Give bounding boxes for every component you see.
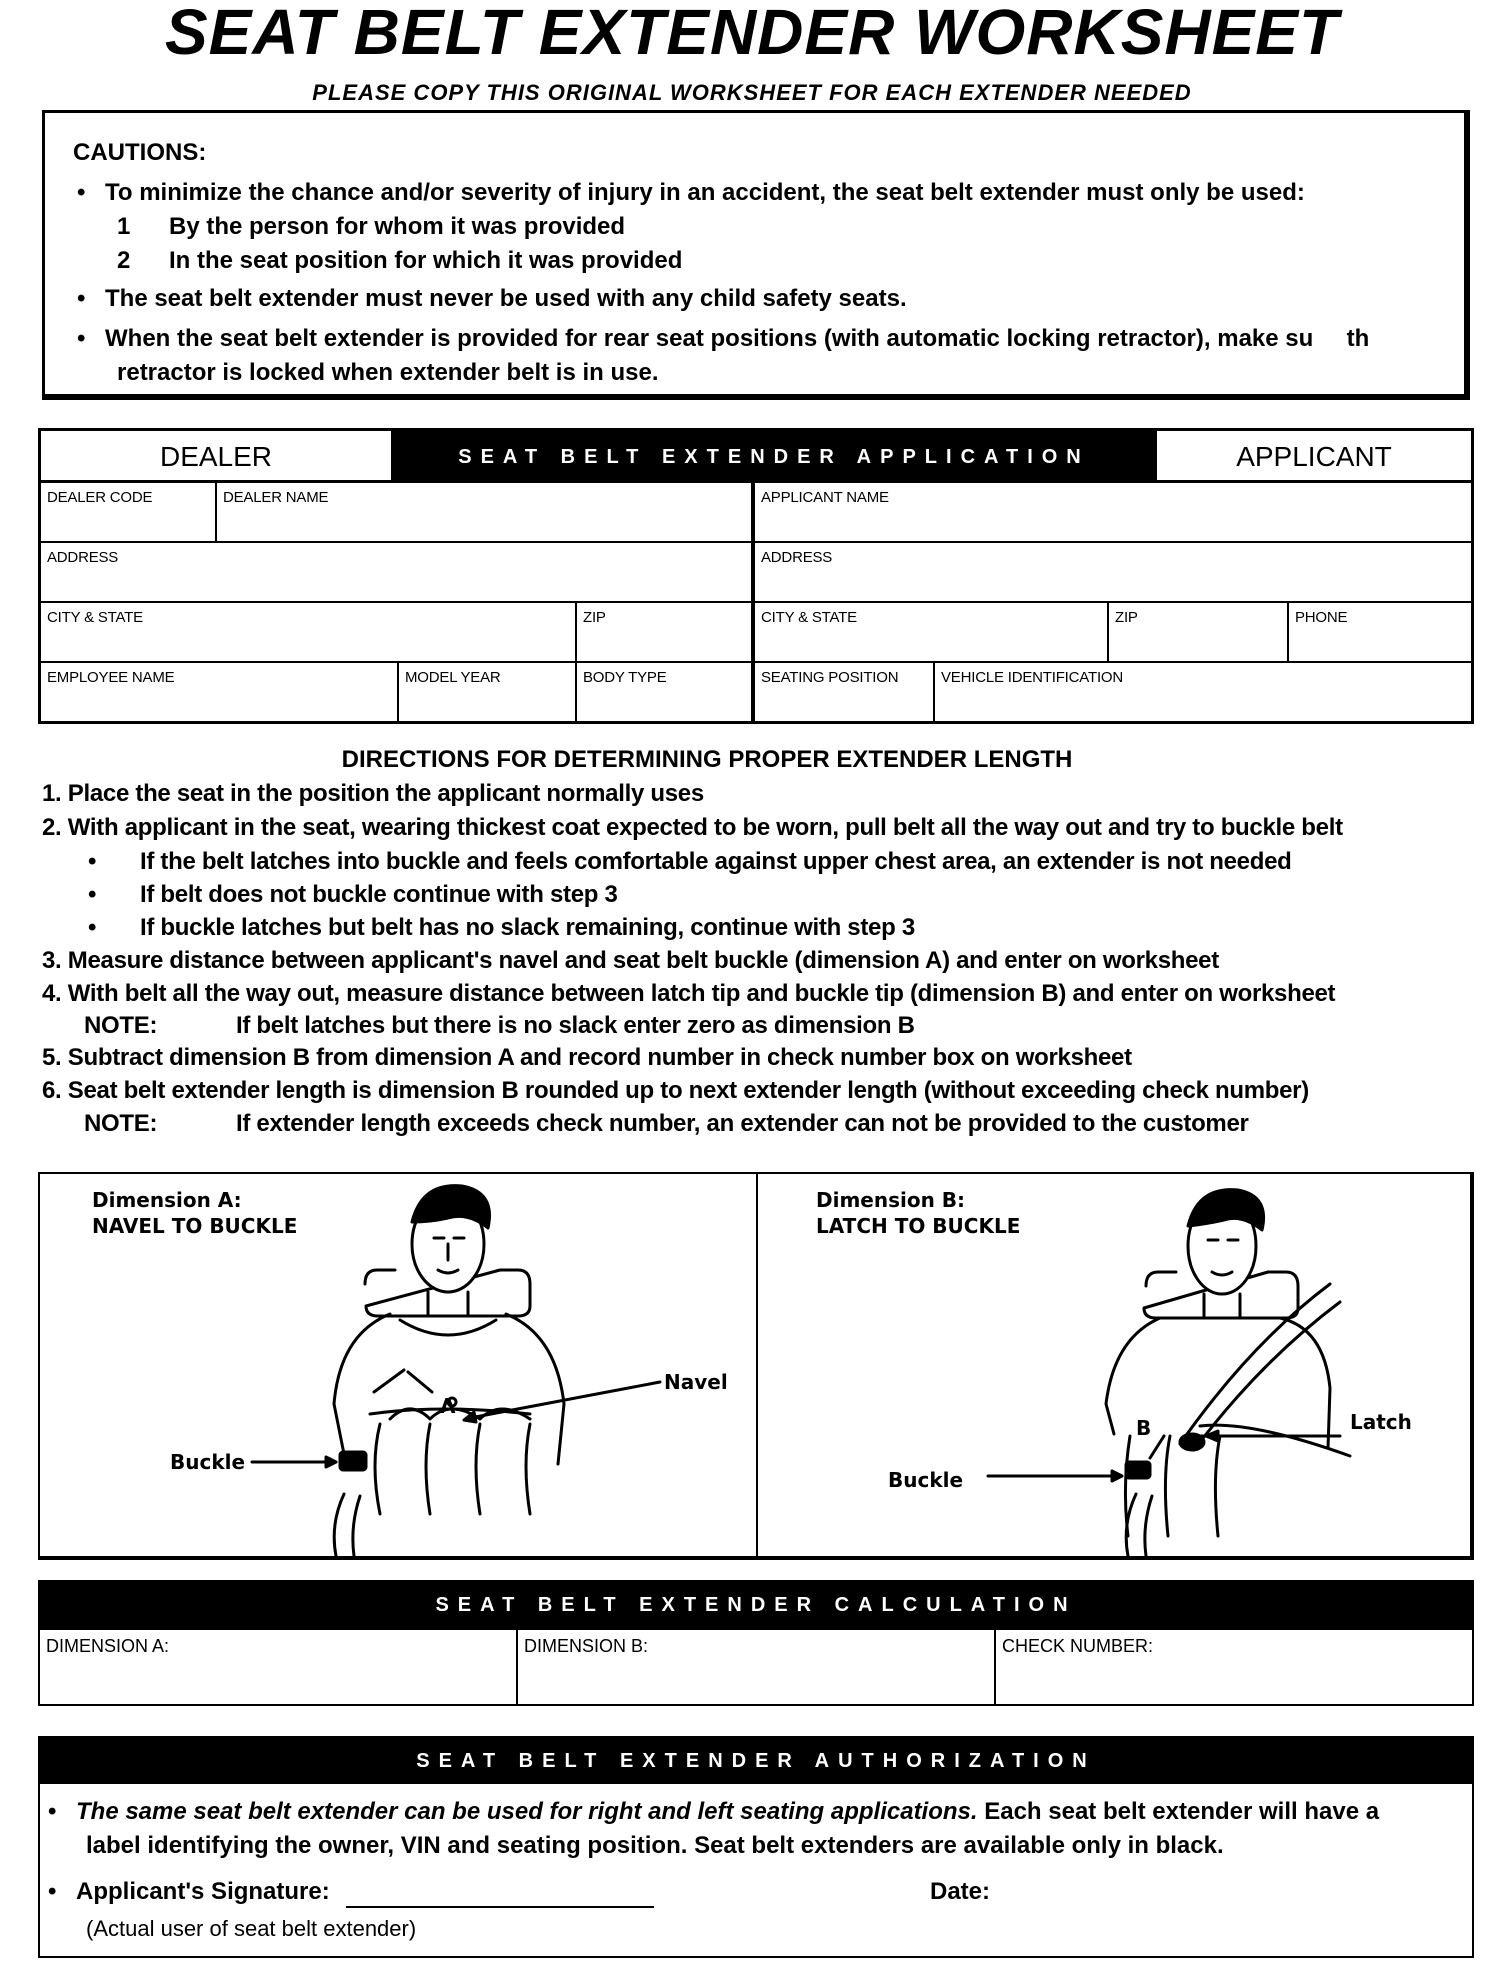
auth-line-1-italic: The same seat belt extender can be used for right and left seating applications. [76, 1798, 978, 1825]
model-year-field[interactable] [399, 663, 577, 721]
calculation-section [38, 1580, 1474, 1706]
applicant-address-label: ADDRESS [761, 549, 833, 566]
signature-note: (Actual user of seat belt extender) [86, 1916, 417, 1941]
applicant-zip-field[interactable] [1109, 603, 1289, 663]
caution-line-3: • When the seat belt extender is provided for rear seat positions (with automatic locking retractor), make su th [105, 325, 1369, 353]
vin-field[interactable] [935, 663, 1471, 721]
caution-item-2: In the seat position for which it was provided [169, 247, 683, 274]
fig-b-latch-label: Latch [1350, 1410, 1412, 1434]
direction-step-2: 2. With applicant in the seat, wearing thickest coat expected to be worn, pull belt all the way out and try to buckle belt [42, 814, 1343, 841]
dealer-name-label: DEALER NAME [223, 489, 329, 506]
direction-note-2-label: NOTE: [84, 1110, 158, 1137]
signature-line[interactable] [346, 1906, 654, 1908]
dimension-a-field[interactable] [40, 1628, 518, 1704]
direction-bullet-2: • If belt does not buckle continue with step 3 [140, 881, 618, 909]
auth-bullet-2-icon: • [48, 1878, 57, 1905]
caution-num-1: 1 [117, 213, 131, 240]
application-form [38, 428, 1474, 724]
directions-title: DIRECTIONS FOR DETERMINING PROPER EXTENDER LENGTH [341, 746, 1073, 773]
calculation-header: SEAT BELT EXTENDER CALCULATION [40, 1582, 1472, 1628]
person-b-illustration [988, 1190, 1350, 1556]
direction-step-1: 1. Place the seat in the position the applicant normally uses [42, 780, 704, 807]
applicant-zip-label: ZIP [1115, 609, 1138, 626]
applicant-label: APPLICANT [1155, 431, 1471, 483]
direction-note-1-label: NOTE: [84, 1012, 158, 1039]
caution-line-2: • The seat belt extender must never be used with any child safety seats. [105, 285, 907, 313]
dealer-zip-label: ZIP [583, 609, 606, 626]
fig-a-letter: A [440, 1394, 456, 1418]
auth-line-1-rest: Each seat belt extender will have a [977, 1798, 1380, 1825]
page-title: SEAT BELT EXTENDER WORKSHEET [164, 0, 1340, 68]
dealer-city-state-field[interactable] [41, 603, 577, 663]
direction-note-2: If extender length exceeds check number, an extender can not be provided to the customer [236, 1110, 1249, 1137]
dealer-code-label: DEALER CODE [47, 489, 153, 506]
figure-illustrations [40, 1174, 1472, 1558]
direction-step-4: 4. With belt all the way out, measure distance between latch tip and buckle tip (dimension B) and enter on worksheet [42, 980, 1336, 1007]
fig-a-navel-label: Navel [664, 1370, 728, 1394]
employee-name-field[interactable] [41, 663, 399, 721]
auth-line-2: label identifying the owner, VIN and seating position. Seat belt extenders are available only in black. [86, 1832, 1224, 1859]
dimension-figures [38, 1172, 1474, 1560]
caution-num-2: 2 [117, 247, 131, 274]
dealer-name-field[interactable] [217, 483, 755, 543]
dealer-address-label: ADDRESS [47, 549, 119, 566]
application-header: SEAT BELT EXTENDER APPLICATION [393, 431, 1155, 483]
direction-step-3: 3. Measure distance between applicant's navel and seat belt buckle (dimension A) and enter on worksheet [42, 947, 1219, 974]
applicant-address-field[interactable] [755, 543, 1471, 603]
page-subtitle: PLEASE COPY THIS ORIGINAL WORKSHEET FOR EACH EXTENDER NEEDED [312, 80, 1192, 105]
applicant-city-state-field[interactable] [755, 603, 1109, 663]
fig-b-buckle-label: Buckle [888, 1468, 964, 1492]
authorization-section [38, 1736, 1474, 1958]
body-type-label: BODY TYPE [583, 669, 667, 686]
dimension-b-label: DIMENSION B: [524, 1636, 649, 1656]
dealer-city-state-label: CITY & STATE [47, 609, 143, 626]
cautions-heading: CAUTIONS: [73, 139, 207, 166]
caution-item-1: By the person for whom it was provided [169, 213, 626, 240]
fig-b-letter: B [1136, 1416, 1152, 1440]
cautions-box [42, 110, 1470, 400]
check-number-field[interactable] [996, 1628, 1472, 1704]
applicant-phone-field[interactable] [1289, 603, 1471, 663]
dealer-zip-field[interactable] [577, 603, 755, 663]
employee-name-label: EMPLOYEE NAME [47, 669, 175, 686]
applicant-phone-label: PHONE [1295, 609, 1348, 626]
fig-b-title-2: LATCH TO BUCKLE [816, 1214, 1021, 1238]
applicant-name-field[interactable] [755, 483, 1471, 543]
person-a-illustration [252, 1186, 660, 1556]
model-year-label: MODEL YEAR [405, 669, 501, 686]
check-number-label: CHECK NUMBER: [1002, 1636, 1154, 1656]
auth-line-1 [76, 1798, 1379, 1826]
direction-bullet-1: • If the belt latches into buckle and feels comfortable against upper chest area, an extender is not needed [140, 848, 1291, 876]
fig-a-buckle-label: Buckle [170, 1450, 246, 1474]
signature-label: Applicant's Signature: [76, 1878, 330, 1905]
dimension-b-field[interactable] [518, 1628, 996, 1704]
authorization-header: SEAT BELT EXTENDER AUTHORIZATION [40, 1738, 1472, 1784]
direction-step-6: 6. Seat belt extender length is dimension B rounded up to next extender length (without exceeding check number) [42, 1077, 1309, 1104]
direction-bullet-3: • If buckle latches but belt has no slack remaining, continue with step 3 [140, 914, 915, 942]
seating-position-field[interactable] [755, 663, 935, 721]
dealer-label: DEALER [41, 431, 393, 483]
auth-bullet-1-icon: • [48, 1798, 57, 1825]
direction-step-5: 5. Subtract dimension B from dimension A and record number in check number box on worksheet [42, 1044, 1132, 1071]
fig-b-title-1: Dimension B: [816, 1188, 966, 1212]
caution-line-3-cont: retractor is locked when extender belt is in use. [117, 359, 659, 386]
dealer-address-field[interactable] [41, 543, 755, 603]
applicant-name-label: APPLICANT NAME [761, 489, 889, 506]
applicant-city-state-label: CITY & STATE [761, 609, 857, 626]
fig-a-title-1: Dimension A: [92, 1188, 242, 1212]
vin-label: VEHICLE IDENTIFICATION [941, 669, 1124, 686]
dealer-code-field[interactable] [41, 483, 217, 543]
seating-position-label: SEATING POSITION [761, 669, 899, 686]
fig-a-title-2: NAVEL TO BUCKLE [92, 1214, 298, 1238]
caution-line-1: • To minimize the chance and/or severity of injury in an accident, the seat belt extender must only be used: [105, 179, 1305, 207]
date-label: Date: [930, 1878, 991, 1905]
direction-note-1: If belt latches but there is no slack enter zero as dimension B [236, 1012, 915, 1039]
dimension-a-label: DIMENSION A: [46, 1636, 170, 1656]
body-type-field[interactable] [577, 663, 755, 721]
